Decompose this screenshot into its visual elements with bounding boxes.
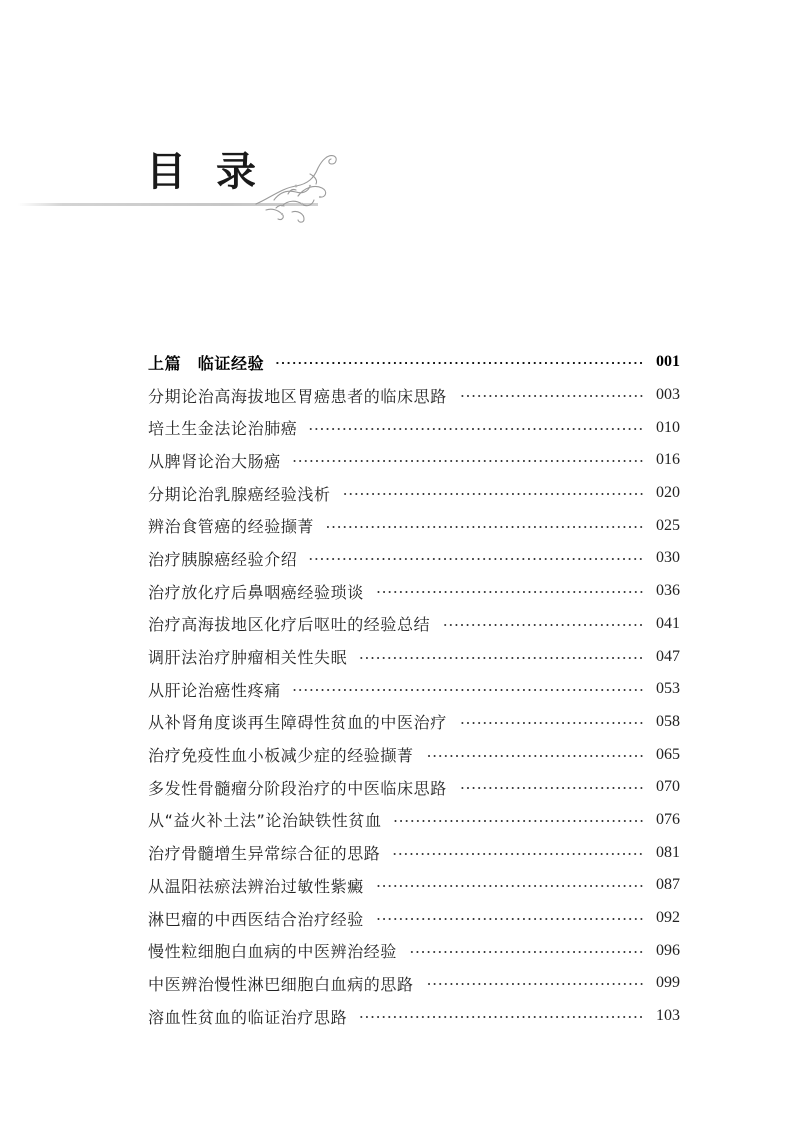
- toc-entry-title: 调肝法治疗肿瘤相关性失眠: [148, 648, 348, 668]
- toc-entry[interactable]: [148, 771, 680, 804]
- toc-page-number: 070: [656, 778, 680, 796]
- toc-entry-title: 从“益火补土法”论治缺铁性贫血: [148, 811, 382, 831]
- toc-entry[interactable]: [148, 1000, 680, 1033]
- toc-leader-dots: [293, 689, 644, 691]
- toc-page-number: 058: [656, 712, 680, 730]
- toc-page-number: 096: [656, 941, 680, 959]
- toc-entry-title: 治疗免疫性血小板减少症的经验撷菁: [148, 746, 414, 766]
- toc-entry[interactable]: [148, 509, 680, 542]
- toc-entry[interactable]: [148, 836, 680, 869]
- toc-entry-title: 从脾肾论治大肠癌: [148, 451, 281, 471]
- toc-entry-title: 辨治食管癌的经验撷菁: [148, 517, 315, 537]
- toc-leader-dots: [392, 853, 644, 855]
- toc-leader-dots: [426, 983, 644, 985]
- toc-entry-title: 分期论治高海拔地区胃癌患者的临床思路: [148, 386, 447, 406]
- toc-page-number: 099: [656, 974, 680, 992]
- toc-entry-title: 上篇 临证经验: [148, 353, 265, 373]
- toc-leader-dots: [359, 1016, 644, 1018]
- toc-part-heading[interactable]: [148, 346, 680, 379]
- toc-leader-dots: [309, 428, 644, 430]
- toc-entry[interactable]: [148, 706, 680, 739]
- toc-page-number: 025: [656, 516, 680, 534]
- toc-leader-dots: [442, 624, 644, 626]
- toc-entry-title: 治疗胰腺癌经验介绍: [148, 549, 298, 569]
- toc-page-number: 020: [656, 484, 680, 502]
- toc-entry[interactable]: [148, 804, 680, 837]
- toc-page-number: 087: [656, 876, 680, 894]
- toc-leader-dots: [394, 820, 644, 822]
- toc-entry[interactable]: [148, 477, 680, 510]
- toc-entry-title: 从温阳祛瘀法辨治过敏性紫癜: [148, 876, 364, 896]
- toc-page-number: 003: [656, 386, 680, 404]
- toc-page-number: 030: [656, 549, 680, 567]
- toc-entry[interactable]: [148, 869, 680, 902]
- toc-leader-dots: [459, 395, 644, 397]
- toc-page-number: 065: [656, 745, 680, 763]
- toc-leader-dots: [293, 460, 644, 462]
- toc-page-number: 103: [656, 1007, 680, 1025]
- toc-entry[interactable]: [148, 542, 680, 575]
- toc-entry-title: 分期论治乳腺癌经验浅析: [148, 484, 331, 504]
- toc-entry-title: 中医辨治慢性淋巴细胞白血病的思路: [148, 974, 414, 994]
- toc-entry[interactable]: [148, 575, 680, 608]
- toc-entry[interactable]: [148, 444, 680, 477]
- toc-page-number: 053: [656, 680, 680, 698]
- toc-page-number: 036: [656, 582, 680, 600]
- toc-page-number: 092: [656, 909, 680, 927]
- toc-entry[interactable]: [148, 738, 680, 771]
- toc-leader-dots: [276, 362, 644, 364]
- toc-page-number: 016: [656, 451, 680, 469]
- toc-leader-dots: [459, 787, 644, 789]
- toc-entry[interactable]: [148, 411, 680, 444]
- toc-entry-title: 从肝论治癌性疼痛: [148, 680, 281, 700]
- toc-leader-dots: [376, 885, 644, 887]
- page-title: 目录: [146, 149, 286, 195]
- toc-entry-title: 溶血性贫血的临证治疗思路: [148, 1007, 348, 1027]
- toc-entry[interactable]: [148, 379, 680, 412]
- toc-page-number: 076: [656, 810, 680, 828]
- toc-entry-title: 治疗放化疗后鼻咽癌经验琐谈: [148, 582, 364, 602]
- toc-entry-title: 多发性骨髓瘤分阶段治疗的中医临床思路: [148, 778, 447, 798]
- toc-leader-dots: [309, 558, 644, 560]
- toc-leader-dots: [343, 493, 644, 495]
- toc-leader-dots: [409, 951, 644, 953]
- toc-entry-title: 培土生金法论治肺癌: [148, 419, 298, 439]
- toc-leader-dots: [426, 755, 644, 757]
- toc-leader-dots: [376, 918, 644, 920]
- toc-leader-dots: [359, 657, 644, 659]
- table-of-contents: [148, 346, 680, 1032]
- toc-entry-title: 淋巴瘤的中西医结合治疗经验: [148, 909, 364, 929]
- toc-entry[interactable]: [148, 673, 680, 706]
- toc-entry[interactable]: [148, 608, 680, 641]
- toc-page-number: 001: [656, 353, 680, 371]
- toc-leader-dots: [376, 591, 644, 593]
- toc-page-number: 041: [656, 614, 680, 632]
- toc-entry[interactable]: [148, 934, 680, 967]
- toc-page-number: 081: [656, 843, 680, 861]
- toc-entry-title: 慢性粒细胞白血病的中医辨治经验: [148, 942, 398, 962]
- toc-leader-dots: [459, 722, 644, 724]
- toc-entry[interactable]: [148, 640, 680, 673]
- toc-page-number: 047: [656, 647, 680, 665]
- toc-page-number: 010: [656, 418, 680, 436]
- toc-entry-title: 治疗骨髓增生异常综合征的思路: [148, 844, 381, 864]
- floral-ornament-icon: [252, 148, 342, 228]
- toc-entry[interactable]: [148, 902, 680, 935]
- toc-entry-title: 治疗高海拔地区化疗后呕吐的经验总结: [148, 615, 431, 635]
- toc-entry-title: 从补肾角度谈再生障碍性贫血的中医治疗: [148, 713, 447, 733]
- toc-entry[interactable]: [148, 967, 680, 1000]
- toc-leader-dots: [326, 526, 644, 528]
